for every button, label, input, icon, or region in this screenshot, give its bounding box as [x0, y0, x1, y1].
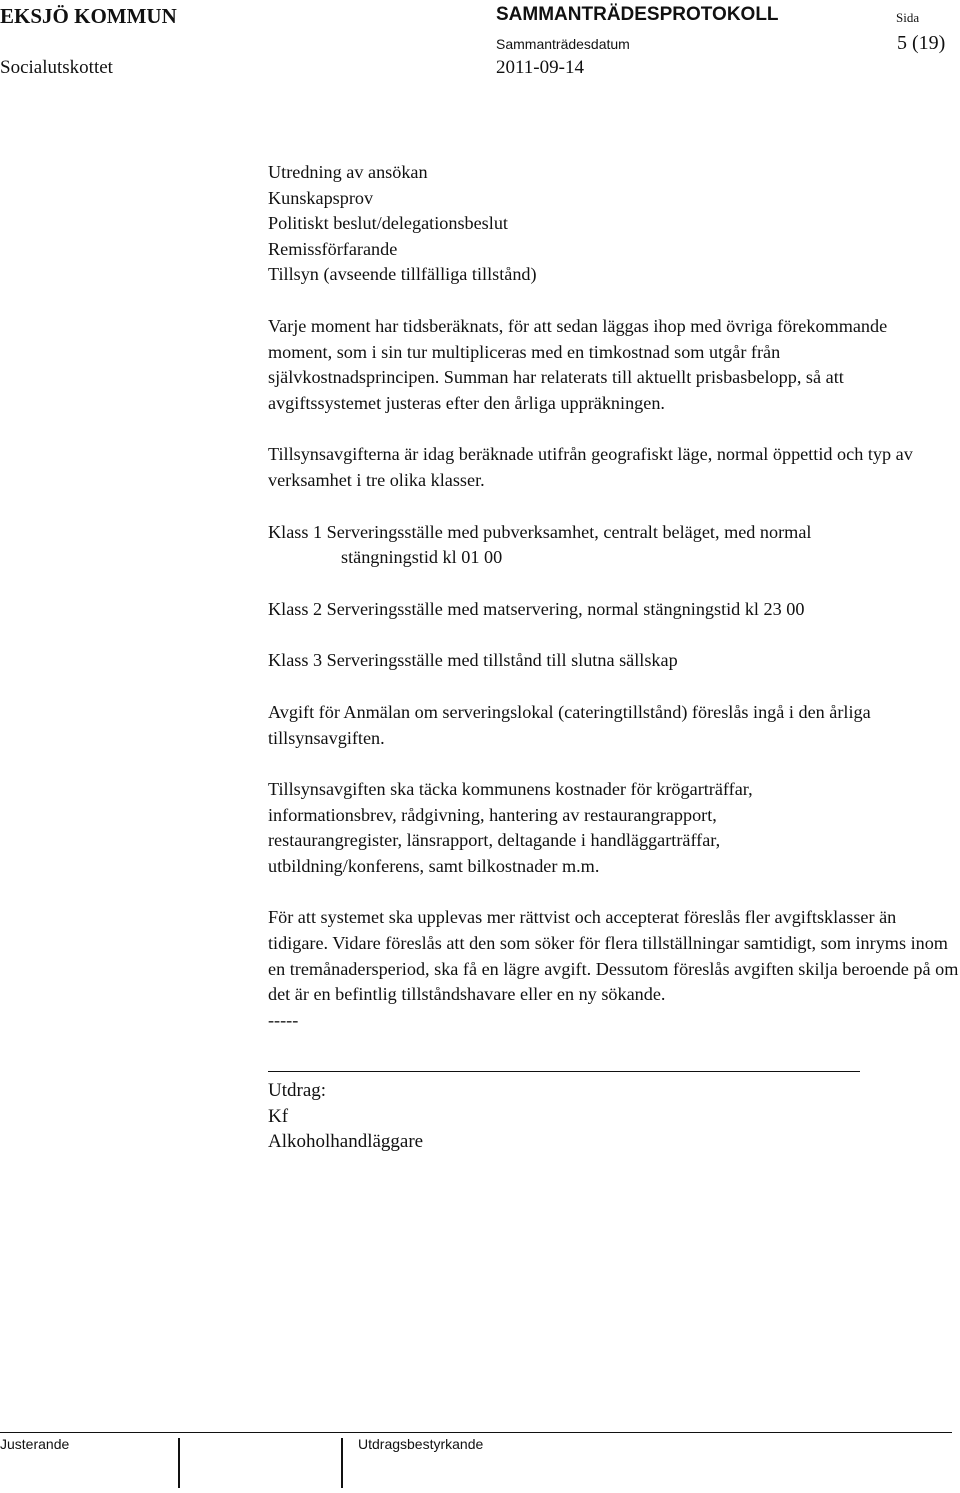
klass-3-line: Klass 3 Serveringsställe med tillstånd till slutna sällskap [268, 650, 678, 671]
paragraph-fee-coverage: Tillsynsavgiften ska täcka kommunens kostnader för krögarträffar, informationsbrev, rådgivning, hantering av restaurangrapport, restaurangregister, länsrapport, deltagande i handläggarträffar, utbildning/konferens, samt bilkostnader m.m. [268, 779, 753, 876]
list-item: Politiskt beslut/delegationsbeslut [268, 213, 508, 234]
list-item: Kunskapsprov [268, 187, 374, 208]
footer-divider [0, 1432, 952, 1433]
paragraph-catering-fee: Avgift för Anmälan om serveringslokal (cateringtillstånd) föreslås ingå i den årliga tillsynsavgiften. [268, 701, 871, 748]
meeting-date-label: Sammanträdesdatum [496, 36, 630, 52]
klass-2-line: Klass 2 Serveringsställe med matservering, normal stängningstid kl 23 00 [268, 598, 805, 619]
organization-name: EKSJÖ KOMMUN [0, 4, 177, 28]
paragraph-cost-calculation: Varje moment har tidsberäknats, för att sedan läggas ihop med övriga förekommande moment, som i sin tur multipliceras med en timkostnad som utgår från självkostnadsprincipen. Summan har relaterats till aktuellt prisbasbelopp, så att avgiftssystemet justeras efter den årliga uppräkningen. [268, 315, 888, 413]
klass-1-line: Klass 1 Serveringsställe med pubverksamhet, centralt beläget, med normal [268, 521, 812, 542]
signature-box-divider [341, 1438, 343, 1488]
dash-separator: ----- [268, 1009, 299, 1030]
klass-1-continuation: stängningstid kl 01 00 [341, 547, 503, 568]
justerande-label: Justerande [0, 1436, 70, 1452]
document-body [268, 160, 960, 1033]
extract-recipient: Kf [268, 1105, 289, 1127]
list-item: Remissförfarande [268, 238, 398, 259]
page-label: Sida [896, 10, 920, 25]
extract-block [268, 1078, 423, 1155]
extract-divider [268, 1071, 860, 1072]
extract-label: Utdrag: [268, 1080, 327, 1101]
department-name: Socialutskottet [0, 57, 113, 78]
paragraph-supervision-fees: Tillsynsavgifterna är idag beräknade utifrån geografiskt läge, normal öppettid och typ av verksamhet i tre olika klasser. [268, 444, 913, 490]
meeting-date: 2011-09-14 [496, 57, 584, 78]
extract-recipient: Alkoholhandläggare [268, 1131, 424, 1153]
procedure-list [268, 160, 960, 288]
list-item: Tillsyn (avseende tillfälliga tillstånd) [268, 264, 537, 285]
signature-box-divider [178, 1438, 180, 1488]
list-item: Utredning av ansökan [268, 162, 428, 182]
page-number: 5 (19) [897, 32, 946, 54]
paragraph-fee-classes: För att systemet ska upplevas mer rättvist och accepterat föreslås fler avgiftsklasser än tidigare. Vidare föreslås att den som söker för flera tillställningar samtidigt, som inryms inom en tremånadersperiod, ska få en lägre avgift. Dessutom föreslås avgiften skilja beroende på om det är en befintlig tillståndshavare eller en ny sökande. [268, 907, 959, 1005]
utdragsbestyrkande-label: Utdragsbestyrkande [358, 1436, 484, 1452]
document-title: SAMMANTRÄDESPROTOKOLL [496, 4, 779, 25]
